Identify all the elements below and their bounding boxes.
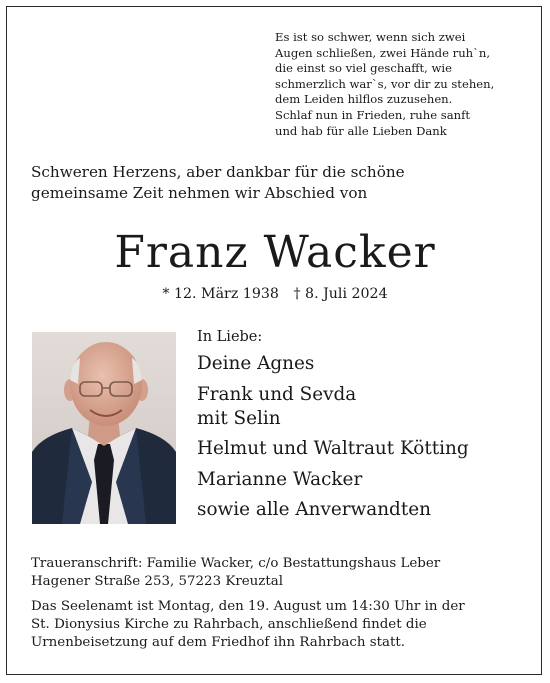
- intro-text: Schweren Herzens, aber dankbar für die schöne gemeinsame Zeit nehmen wir Abschied von: [31, 163, 405, 202]
- mourner-entry: Marianne Wacker: [197, 468, 363, 490]
- mourner-entry: Helmut und Waltraut Kötting: [197, 438, 469, 459]
- mourner-entry: sowie alle Anverwandten: [197, 499, 431, 520]
- death-date: † 8. Juli 2024: [293, 286, 388, 302]
- life-dates: [0, 285, 550, 303]
- mourner-entry: Deine Agnes: [197, 353, 315, 374]
- service-details: Das Seelenamt ist Montag, den 19. August um 14:30 Uhr in der St. Dionysius Kirche zu Rahrbach, anschließend findet die Urnenbeisetzung auf dem Friedhof ihn Rahrbach statt.: [31, 599, 465, 650]
- birth-date: * 12. März 1938: [162, 286, 279, 302]
- portrait-illustration: [32, 332, 176, 524]
- mourner-entry: Frank und Sevda mit Selin: [197, 383, 357, 429]
- deceased-name: Franz Wacker: [114, 227, 436, 278]
- mourning-address: Traueranschrift: Familie Wacker, c/o Bestattungshaus Leber Hagener Straße 253, 57223 Kreuztal: [31, 556, 441, 589]
- poem: Es ist so schwer, wenn sich zwei Augen schließen, zwei Hände ruh`n, die einst so viel geschafft, wie schmerzlich war`s, vor dir zu stehen, dem Leiden hilflos zuzusehen. Schlaf nun in Frieden, ruhe sanft und hab für alle Lieben Dank: [275, 30, 495, 138]
- mourners-label: In Liebe:: [197, 329, 263, 345]
- portrait-photo: [32, 332, 176, 524]
- mourners-list: [197, 352, 542, 529]
